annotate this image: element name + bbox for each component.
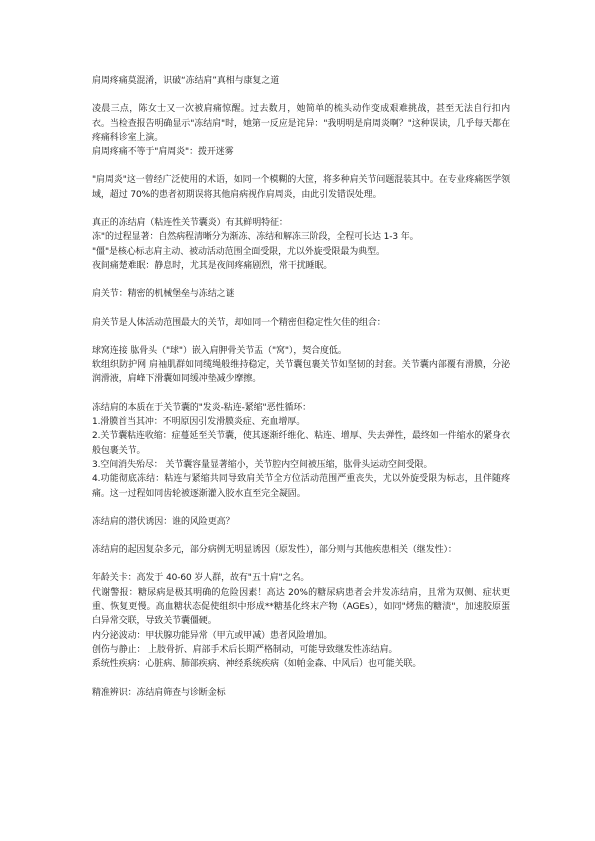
section-block (92, 102, 510, 159)
section-block (92, 515, 510, 529)
paragraph-line: 球窝连接 肱骨头（"球"）嵌入肩胛骨关节盂（"窝"），契合度低。 (92, 345, 347, 356)
paragraph-line: 肩关节：精密的机械堡垒与冻结之谜 (92, 289, 235, 300)
section-block (92, 543, 510, 557)
paragraph-line: 凌晨三点，陈女士又一次被肩痛惊醒。过去数月，她简单的梳头动作变成艰难挑战，甚至无法自行扣内衣。当检查报告明确显示"冻结肩"时，她第一反应是诧异："我明明是肩周炎啊？"这种误读，几乎每天都在疼痛科诊室上演。 (92, 104, 510, 143)
paragraph-line: 4.功能彻底冻结：粘连与紧缩共同导致肩关节全方位活动范围严重丧失，尤以外旋受限为标志，且伴随疼痛。这一过程如同齿轮被逐渐灌入胶水直至完全凝固。 (92, 474, 510, 499)
paragraph-line: 软组织防护网 肩袖肌群如同缆绳般维持稳定，关节囊包裹关节如坚韧的封套。关节囊内部覆有滑膜，分泌润滑液，肩峰下滑囊如同缓冲垫减少摩擦。 (92, 360, 510, 385)
spacer (92, 501, 510, 515)
spacer (92, 330, 510, 344)
section-block (92, 686, 510, 700)
paragraph-line: 2.关节囊粘连收缩：症蔓延至关节囊，使其逐渐纤维化、粘连、增厚、失去弹性，最终如一件缩水的紧身衣般包裹关节。 (92, 431, 510, 456)
section-block (92, 287, 510, 301)
section-block (92, 216, 510, 273)
paragraph-line: "肩周炎"这一曾经广泛使用的术语，如同一个模糊的大筐，将多种肩关节问题混装其中。在专业疼痛医学领域，超过 70%的患者初期误将其他肩病视作肩周炎，由此引发错误处理。 (92, 175, 510, 200)
paragraph-line: 冻结肩的起因复杂多元，部分病例无明显诱因（原发性），部分则与其他疾患相关（继发性）： (92, 545, 457, 556)
document-body (92, 74, 510, 700)
section-block (92, 173, 510, 202)
section-block (92, 401, 510, 501)
paragraph-line: 精准辨识：冻结肩筛查与诊断金标 (92, 687, 226, 698)
spacer (92, 273, 510, 287)
paragraph-line: 肩关节是人体活动范围最大的关节，却如同一个精密但稳定性欠佳的组合： (92, 317, 386, 328)
paragraph-line: 年龄关卡：高发于 40-60 岁人群，故有"五十肩"之名。 (92, 573, 310, 584)
paragraph-line: 1.滑膜首当其冲：不明原因引发滑膜炎症、充血增厚。 (92, 417, 306, 428)
section-block (92, 571, 510, 671)
paragraph-line: 代谢警报：糖尿病是极其明确的危险因素！高达 20%的糖尿病患者会并发冻结肩，且常为双侧、症状更重、恢复更慢。高血糖状态促使组织中形成**糖基化终末产物（AGEs），如同"烤焦的糖渍"，加速胶原蛋白异常交联，导致关节囊僵硬。 (92, 587, 510, 627)
paragraph-line: 内分泌波动：甲状腺功能异常（甲亢或甲减）患者风险增加。 (92, 630, 333, 641)
paragraph-line: "僵"是核心标志肩主动、被动活动范围全面受限，尤以外旋受限最为典型。 (92, 246, 385, 257)
spacer (92, 88, 510, 102)
paragraph-line: 夜间痛楚难眠：静息时，尤其是夜间疼痛剧烈，常干扰睡眠。 (92, 260, 333, 271)
paragraph-line: 创伤与静止： 上肢骨折、肩部手术后长期严格制动，可能导致继发性冻结肩。 (92, 644, 398, 655)
paragraph-line: 3.空间消失殆尽： 关节囊容量显著缩小，关节腔内空间被压缩，肱骨头运动空间受限。 (92, 459, 433, 470)
spacer (92, 557, 510, 571)
paragraph-line: 冻结肩的本质在于关节囊的"发炎-粘连-紧缩"恶性循环： (92, 402, 312, 413)
document-title: 肩周疼痛莫混淆，识破“冻结肩”真相与康复之道 (92, 76, 280, 86)
spacer (92, 202, 510, 216)
spacer (92, 302, 510, 316)
paragraph-line: 冻"的过程显著：自然病程清晰分为渐冻、冻结和解冻三阶段，全程可长达 1-3 年。 (92, 232, 419, 243)
section-block (92, 316, 510, 330)
paragraph-line: 冻结肩的潜伏诱因：谁的风险更高？ (92, 516, 235, 527)
document-sections (92, 102, 510, 700)
paragraph-line: 系统性疾病：心脏病、肺部疾病、神经系统疾病（如帕金森、中风后）也可能关联。 (92, 659, 422, 670)
paragraph-line: 真正的冻结肩（粘连性关节囊炎）有其鲜明特征： (92, 218, 288, 229)
spacer (92, 529, 510, 543)
section-block (92, 344, 510, 387)
spacer (92, 672, 510, 686)
spacer (92, 159, 510, 173)
paragraph-line: 肩周疼痛不等于"肩周炎"：拨开迷雾 (92, 147, 234, 158)
spacer (92, 387, 510, 401)
